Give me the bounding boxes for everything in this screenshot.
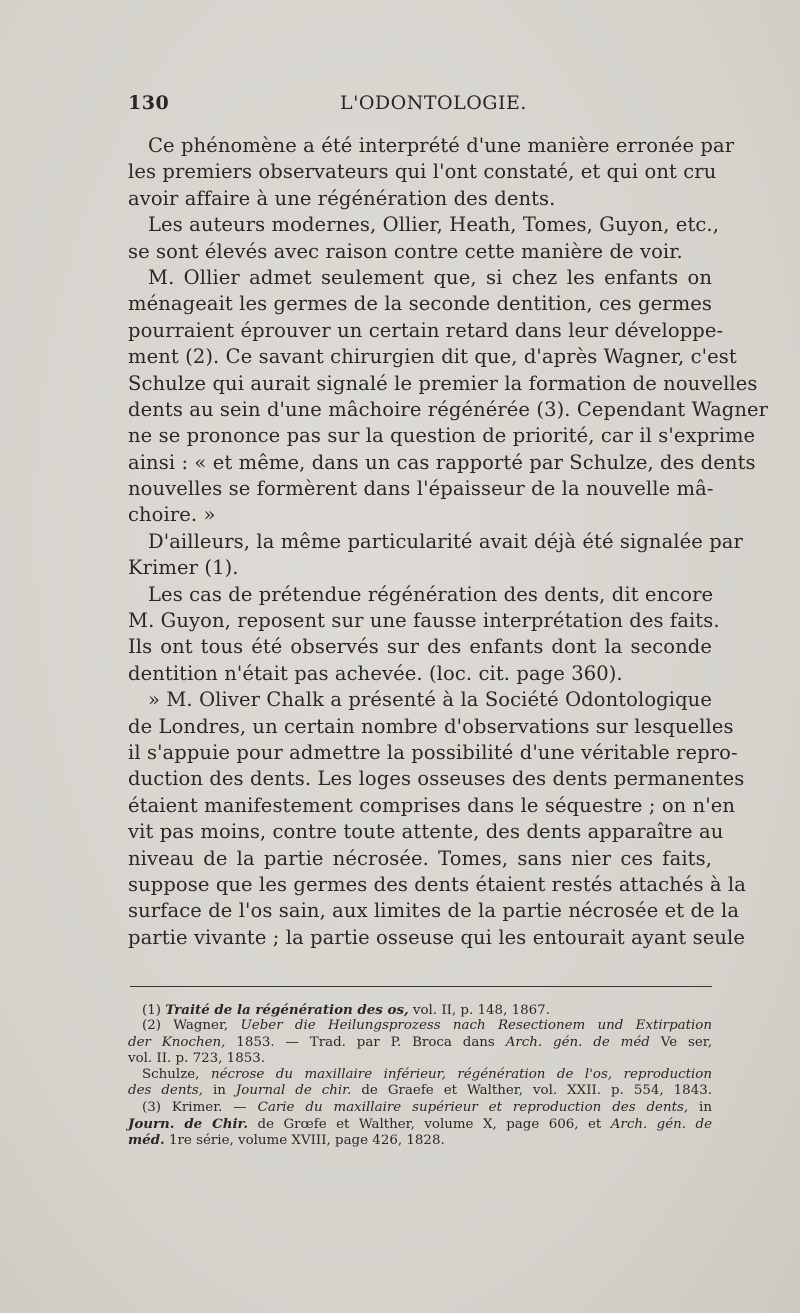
footnote-3-cont: Journ. de Chir. de Grœfe et Walther, volume X, page 606, et Arch. gén. de [128, 1116, 712, 1133]
text-line: nouvelles se formèrent dans l'épaisseur de la nouvelle mâ- [128, 477, 714, 501]
footnote-divider [130, 986, 712, 987]
text-line: Schulze qui aurait signalé le premier la formation de nouvelles [128, 371, 758, 395]
text-line: ne se prononce pas sur la question de priorité, car il s'exprime [128, 424, 756, 448]
text-line: M. Ollier admet seulement que, si chez les enfants on [148, 265, 712, 289]
text-line: Ils ont tous été observés sur des enfants dont la seconde [128, 635, 712, 659]
footnote-3-cont: méd. 1re série, volume XVIII, page 426, 1828. [128, 1132, 445, 1149]
footnote-2-cont: der Knochen, 1853. — Trad. par P. Broca dans Arch. gén. de méd Ve ser, [128, 1034, 712, 1050]
page-number: 130 [128, 92, 170, 114]
page-header [128, 92, 712, 120]
text-line: étaient manifestement comprises dans le séquestre ; on n'en [128, 793, 736, 817]
text-line: D'ailleurs, la même particularité avait déjà été signalée par [148, 529, 743, 553]
text-line: » M. Oliver Chalk a présenté à la Société Odontologique [148, 688, 712, 712]
text-line: vit pas moins, contre toute attente, des dents apparaître au [128, 820, 724, 844]
text-line: ment (2). Ce savant chirurgien dit que, d'après Wagner, c'est [128, 345, 737, 369]
text-line: surface de l'os sain, aux limites de la partie nécrosée et de la [128, 899, 740, 923]
text-line: avoir affaire à une régénération des dents. [128, 186, 556, 210]
running-title: L'ODONTOLOGIE. [340, 92, 527, 114]
text-line: partie vivante ; la partie osseuse qui les entourait ayant seule [128, 925, 745, 949]
text-line: choire. » [128, 503, 216, 527]
text-line: Krimer (1). [128, 556, 239, 580]
text-line: Ce phénomène a été interprété d'une manière erronée par [148, 134, 735, 157]
text-line: ainsi : « et même, dans un cas rapporté par Schulze, des dents [128, 450, 756, 474]
text-line: les premiers observateurs qui l'ont constaté, et qui ont cru [128, 160, 717, 184]
footnote-2-cont: vol. II. p. 723, 1853. [128, 1050, 266, 1066]
footnote-1: (1) Traité de la régénération des os, vol. II, p. 148, 1867. [142, 1002, 550, 1018]
text-line: duction des dents. Les loges osseuses des dents permanentes [128, 767, 745, 791]
text-line: dents au sein d'une mâchoire régénérée (3). Cependant Wagner [128, 397, 769, 421]
text-line: suppose que les germes des dents étaient restés attachés à la [128, 872, 746, 896]
text-line: dentition n'était pas achevée. (loc. cit. page 360). [128, 661, 623, 685]
text-line: niveau de la partie nécrosée. Tomes, sans nier ces faits, [128, 846, 712, 870]
footnote-2b-cont: des dents, in Journal de chir. de Graefe et Walther, vol. XXII. p. 554, 1843. [128, 1083, 712, 1099]
text-line: Les cas de prétendue régénération des dents, dit encore [148, 582, 714, 606]
text-line: de Londres, un certain nombre d'observations sur lesquelles [128, 714, 734, 738]
text-line: il s'appuie pour admettre la possibilité d'une véritable repro- [128, 740, 738, 764]
body-text [128, 133, 769, 951]
footnotes [128, 1002, 712, 1149]
text-line: se sont élevés avec raison contre cette manière de voir. [128, 239, 683, 263]
text-line: pourraient éprouver un certain retard dans leur développe- [128, 318, 724, 342]
text-line: ménageait les germes de la seconde dentition, ces germes [128, 292, 713, 316]
footnote-2b: Schulze, nécrose du maxillaire inférieur, régénération de l'os, reproduction [142, 1067, 712, 1083]
text-line: M. Guyon, reposent sur une fausse interprétation des faits. [128, 609, 720, 633]
text-line: Les auteurs modernes, Ollier, Heath, Tomes, Guyon, etc., [148, 213, 720, 237]
footnote-3: (3) Krimer. — Carie du maxillaire supérieur et reproduction des dents, in [142, 1099, 712, 1115]
footnote-2: (2) Wagner, Ueber die Heilungsprozess nach Resectionem und Extirpation [142, 1018, 712, 1034]
